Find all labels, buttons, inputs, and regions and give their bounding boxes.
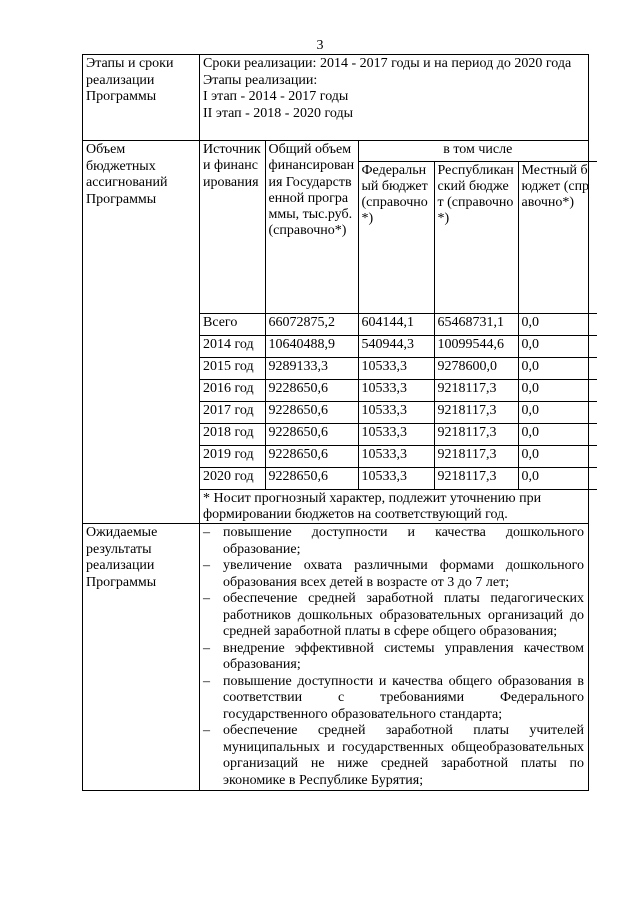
cell-total: 9228650,6 — [265, 467, 358, 489]
cell-federal: 10533,3 — [358, 379, 434, 401]
cell-local: 0,0 — [518, 401, 597, 423]
cell-republic: 10099544,6 — [434, 335, 518, 357]
results-item — [203, 641, 584, 674]
cell-source: 2015 год — [200, 357, 265, 379]
cell-federal: 10533,3 — [358, 445, 434, 467]
budget-note-row — [200, 489, 597, 523]
header-local: Местный бюджет (справочно*) — [518, 161, 597, 313]
budget-data-row — [200, 423, 597, 445]
stages-label: Этапы и сроки реализации Программы — [83, 55, 200, 141]
cell-federal: 10533,3 — [358, 401, 434, 423]
results-item — [203, 674, 584, 724]
cell-republic: 9218117,3 — [434, 423, 518, 445]
header-total: Общий объем финансирования Государственной программы, тыс.руб. (справочно*) — [265, 141, 358, 313]
program-passport-table — [82, 54, 589, 791]
cell-total: 66072875,2 — [265, 313, 358, 335]
dash-bullet: – — [203, 723, 210, 739]
cell-source: 2020 год — [200, 467, 265, 489]
budget-table — [200, 141, 597, 523]
cell-total: 9228650,6 — [265, 379, 358, 401]
cell-local: 0,0 — [518, 445, 597, 467]
budget-data-row — [200, 401, 597, 423]
cell-republic: 65468731,1 — [434, 313, 518, 335]
budget-data-row — [200, 467, 597, 489]
cell-total: 9228650,6 — [265, 445, 358, 467]
stages-line: Этапы реализации: — [203, 72, 318, 88]
cell-republic: 9218117,3 — [434, 379, 518, 401]
budget-row — [83, 141, 589, 524]
cell-total: 10640488,9 — [265, 335, 358, 357]
results-item — [203, 723, 584, 789]
budget-note: * Носит прогнозный характер, подлежит уточнению при формировании бюджетов на соответствующий год. — [200, 489, 597, 523]
dash-bullet: – — [203, 640, 210, 656]
results-item — [203, 591, 584, 641]
cell-local: 0,0 — [518, 313, 597, 335]
header-federal: Федеральный бюджет (справочно*) — [358, 161, 434, 313]
budget-content — [200, 141, 589, 524]
cell-republic: 9218117,3 — [434, 467, 518, 489]
cell-federal: 10533,3 — [358, 423, 434, 445]
budget-data-row — [200, 335, 597, 357]
results-item-text: обеспечение средней заработной платы педагогических работников дошкольных образовательных организаций до средней заработной платы в сфере общего образования; — [223, 591, 584, 640]
budget-data-row — [200, 445, 597, 467]
dash-bullet: – — [203, 525, 210, 541]
dash-bullet: – — [203, 558, 210, 574]
cell-local: 0,0 — [518, 335, 597, 357]
stages-content — [200, 55, 589, 141]
results-item-text: увеличение охвата различными формами дошкольного образования всех детей в возрасте от 3 до 7 лет; — [223, 558, 584, 590]
results-item-text: внедрение эффективной системы управления качеством образования; — [223, 640, 584, 673]
page-number: 3 — [316, 38, 324, 53]
cell-total: 9228650,6 — [265, 423, 358, 445]
cell-local: 0,0 — [518, 423, 597, 445]
results-item-text: обеспечение средней заработной платы учителей муниципальных и государственных общеобразовательных организаций не ниже средней заработной платы по экономике в Республике Бурятия; — [223, 723, 584, 788]
cell-source: 2019 год — [200, 445, 265, 467]
cell-republic: 9218117,3 — [434, 401, 518, 423]
budget-header-row — [200, 141, 597, 161]
results-item — [203, 558, 584, 591]
stages-row — [83, 55, 589, 141]
budget-data-row — [200, 357, 597, 379]
stages-line: Сроки реализации: 2014 - 2017 годы и на период до 2020 года — [203, 56, 572, 71]
results-list — [203, 525, 584, 789]
cell-federal: 540944,3 — [358, 335, 434, 357]
cell-total: 9289133,3 — [265, 357, 358, 379]
cell-source: 2018 год — [200, 423, 265, 445]
results-item — [203, 525, 584, 558]
cell-republic: 9278600,0 — [434, 357, 518, 379]
results-item-text: повышение доступности и качества общего образования в соответствии с требованиями Федерального государственного образовательного стандарта; — [223, 673, 584, 722]
cell-local: 0,0 — [518, 379, 597, 401]
budget-data-row — [200, 379, 597, 401]
cell-total: 9228650,6 — [265, 401, 358, 423]
cell-source: 2016 год — [200, 379, 265, 401]
budget-data-row — [200, 313, 597, 335]
cell-federal: 10533,3 — [358, 467, 434, 489]
dash-bullet: – — [203, 591, 210, 607]
dash-bullet: – — [203, 673, 210, 689]
cell-local: 0,0 — [518, 357, 597, 379]
results-item-text: повышение доступности и качества дошкольного образование; — [223, 525, 584, 557]
stages-line: I этап - 2014 - 2017 годы — [203, 89, 349, 104]
cell-republic: 9218117,3 — [434, 445, 518, 467]
cell-federal: 604144,1 — [358, 313, 434, 335]
results-content — [200, 524, 589, 791]
cell-source: 2017 год — [200, 401, 265, 423]
stages-line: II этап - 2018 - 2020 годы — [203, 105, 353, 121]
header-republic: Республиканский бюджет (справочно*) — [434, 161, 518, 313]
cell-source: Всего — [200, 313, 265, 335]
header-source: Источники финансирования — [200, 141, 265, 313]
results-label: Ожидаемые результаты реализации Программы — [83, 524, 200, 791]
cell-source: 2014 год — [200, 335, 265, 357]
cell-local: 0,0 — [518, 467, 597, 489]
budget-label: Объем бюджетных ассигнований Программы — [83, 141, 200, 524]
cell-federal: 10533,3 — [358, 357, 434, 379]
header-including: в том числе — [358, 141, 597, 161]
results-row — [83, 524, 589, 791]
